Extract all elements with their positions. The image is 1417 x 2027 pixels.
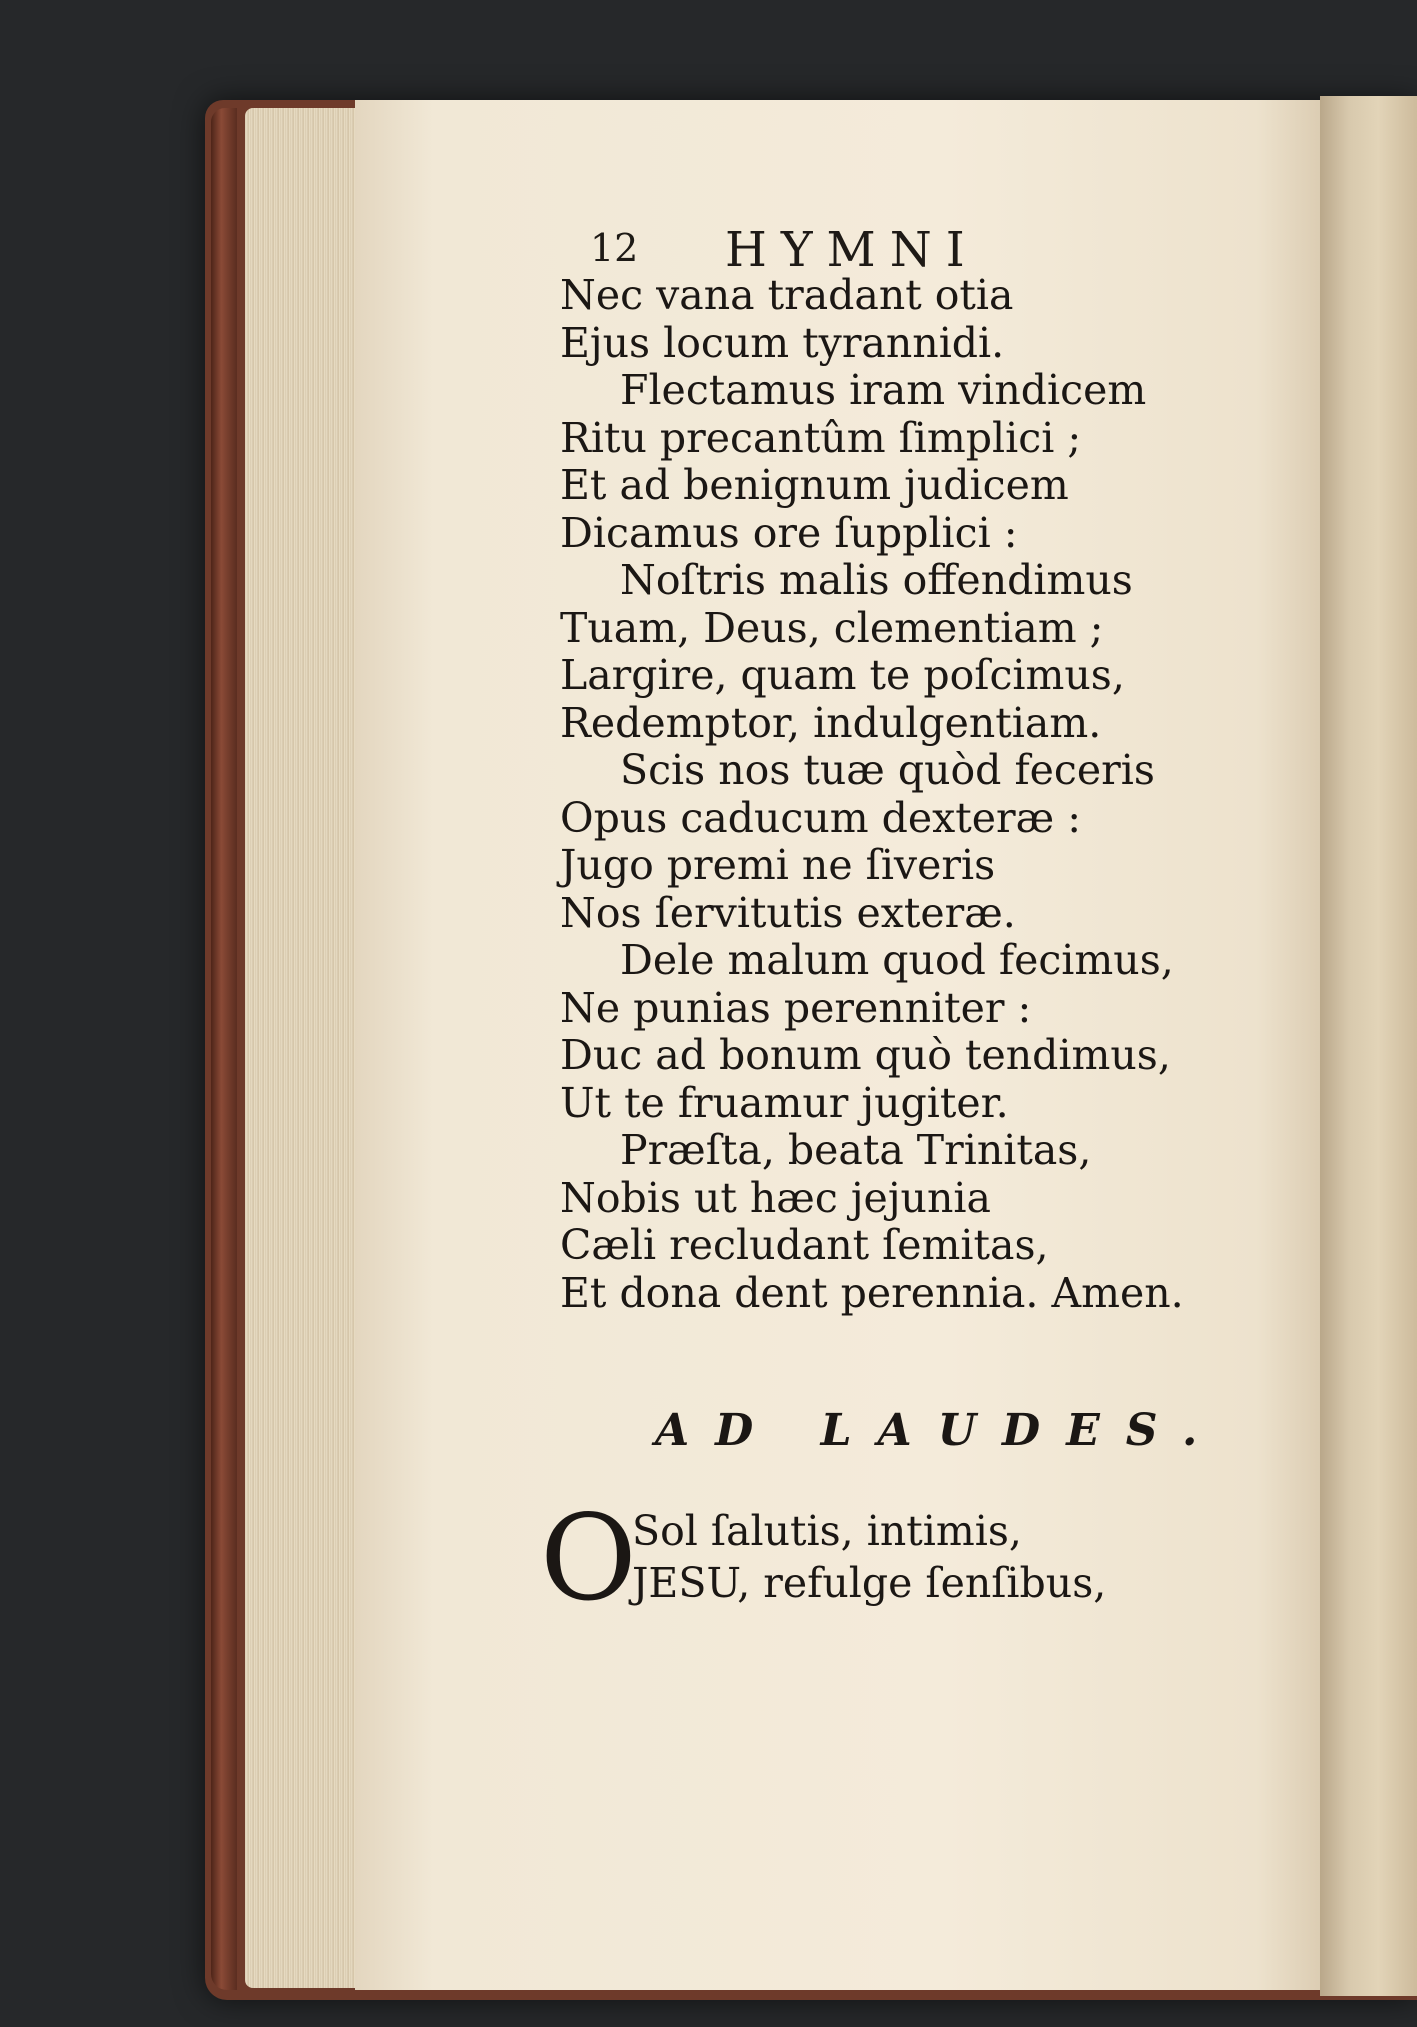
- verse-line: Tuam, Deus, clementiam ;: [560, 603, 1104, 652]
- verse-line: Nobis ut hæc jejunia: [560, 1173, 991, 1222]
- verse-line: Ut te fruamur jugiter.: [560, 1078, 1009, 1127]
- verse-line: Dicamus ore ſupplici :: [560, 508, 1018, 557]
- stanza-line: Sol ſalutis, intimis,: [632, 1507, 1022, 1555]
- verse-line: Duc ad bonum quò tendimus,: [560, 1031, 1171, 1079]
- verse-line: Et ad benignum judicem: [560, 461, 1069, 509]
- verse-line: Jugo premi ne ſiveris: [560, 841, 996, 889]
- verse-line: Nec vana tradant otia: [560, 271, 1014, 319]
- verse-line: Et dona dent perennia. Amen.: [560, 1268, 1184, 1317]
- verse-line: Opus caducum dexteræ :: [560, 793, 1082, 842]
- stanza-line: JESU, refulge ſenſibus,: [632, 1559, 1107, 1607]
- verse-line: Cæli recludant ſemitas,: [560, 1221, 1049, 1269]
- facing-page-edge: [1320, 96, 1417, 1996]
- stanza-lines: [632, 1505, 1106, 1609]
- running-title: HYMNI: [725, 222, 979, 278]
- hymn-verses: [560, 272, 1220, 1317]
- page-number: 12: [590, 226, 639, 270]
- verse-line: Ritu precantûm ſimplici ;: [560, 413, 1082, 462]
- verse-line: Dele malum quod fecimus,: [620, 936, 1174, 984]
- verse-line: Redemptor, indulgentiam.: [560, 698, 1102, 747]
- verse-line: Ejus locum tyrannidi.: [560, 318, 1005, 367]
- verse-line: Præſta, beata Trinitas,: [620, 1126, 1092, 1174]
- verse-line: Noſtris malis offendimus: [620, 556, 1133, 604]
- drop-cap: O: [540, 1489, 637, 1627]
- verse-line: Scis nos tuæ quòd feceris: [620, 746, 1155, 794]
- verse-line: Nos ſervitutis exteræ.: [560, 888, 1016, 937]
- section-title: AD LAUDES.: [655, 1405, 1224, 1456]
- verse-line: Largire, quam te poſcimus,: [560, 651, 1125, 699]
- verse-line: Ne punias perenniter :: [560, 983, 1032, 1032]
- opening-stanza: [540, 1489, 1180, 1627]
- verse-line: Flectamus iram vindicem: [620, 366, 1147, 414]
- page-edges: [245, 108, 365, 1988]
